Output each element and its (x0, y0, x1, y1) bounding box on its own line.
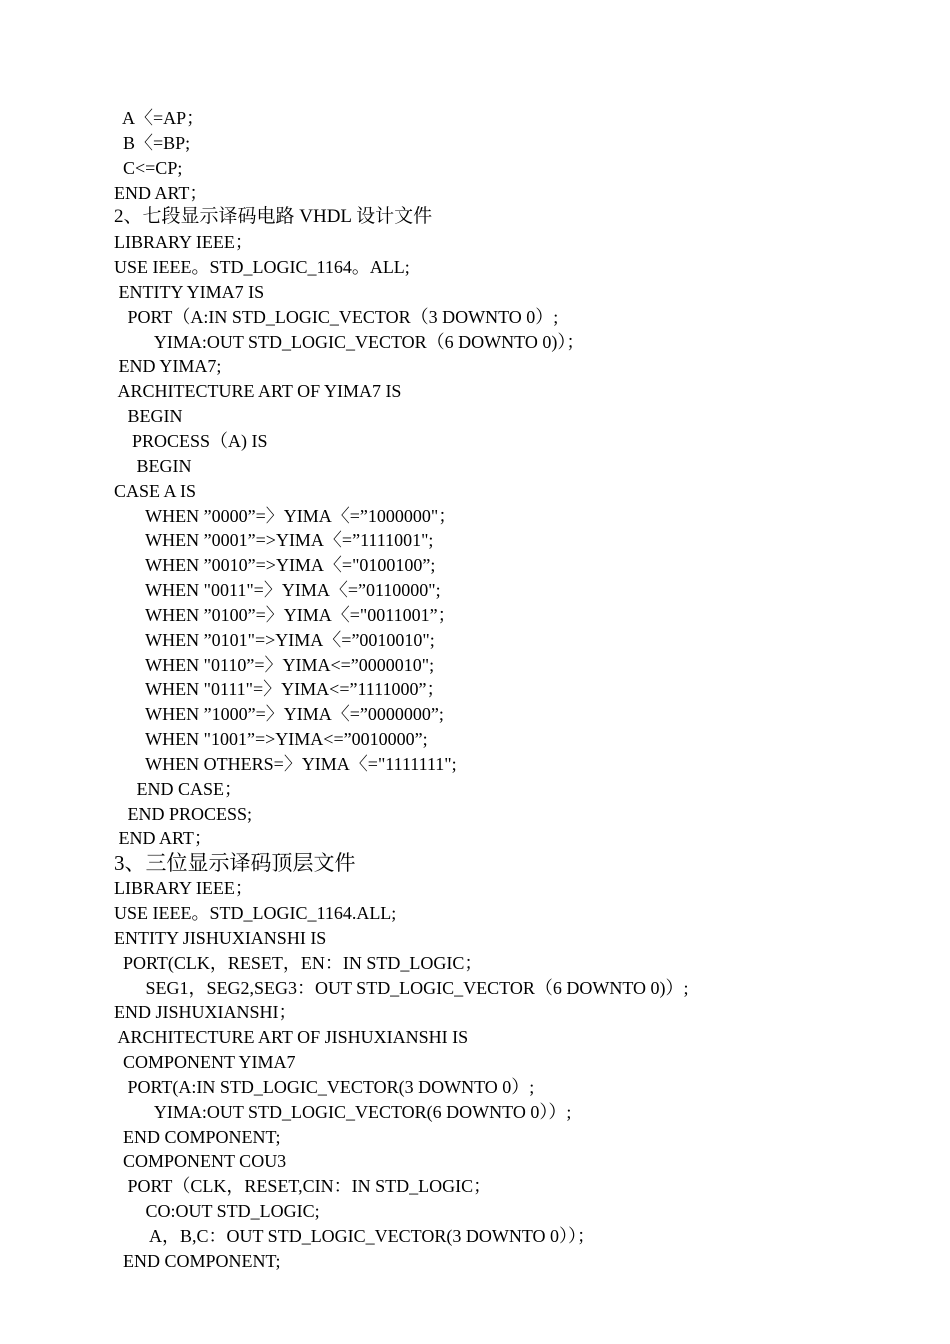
code-line: CO:OUT STD_LOGIC; (114, 1201, 320, 1222)
code-line: COMPONENT COU3 (114, 1151, 287, 1172)
code-line: ENTITY YIMA7 IS (114, 281, 265, 302)
code-line: YIMA:OUT STD_LOGIC_VECTOR（6 DOWNTO 0)）； (114, 331, 585, 352)
code-line: BEGIN (114, 406, 183, 427)
code-line: PORT(A:IN STD_LOGIC_VECTOR(3 DOWNTO 0）; (114, 1076, 535, 1097)
code-line: WHEN ”0001”=>YIMA〈=”1111001"; (114, 530, 434, 551)
code-line: YIMA:OUT STD_LOGIC_VECTOR(6 DOWNTO 0））; (114, 1101, 572, 1122)
code-line: A〈=AP； (114, 108, 205, 128)
code-line: WHEN ”0010”=>YIMA〈="0100100”; (114, 555, 436, 576)
code-line: PORT(CLK，RESET，EN：IN STD_LOGIC； (114, 952, 483, 973)
code-line: COMPONENT YIMA7 (114, 1052, 296, 1073)
code-line: C<=CP; (114, 157, 183, 178)
code-line: END COMPONENT; (114, 1126, 281, 1147)
code-line: PORT（CLK，RESET,CIN：IN STD_LOGIC； (114, 1176, 492, 1197)
code-line: END CASE； (114, 778, 243, 799)
code-line: WHEN "0011"=〉YIMA〈=”0110000"; (114, 580, 441, 601)
code-line: A，B,C：OUT STD_LOGIC_VECTOR(3 DOWNTO 0））； (114, 1225, 596, 1246)
code-line: PROCESS（A) IS (114, 430, 268, 451)
code-line: END COMPONENT; (114, 1250, 281, 1271)
code-line: ENTITY JISHUXIANSHI IS (114, 927, 327, 948)
code-line: END PROCESS; (114, 803, 253, 824)
code-line: WHEN ”0100”=〉YIMA〈="0011001”； (114, 604, 456, 625)
code-line: USE IEEE。STD_LOGIC_1164.ALL; (114, 903, 397, 923)
code-line: B〈=BP; (114, 132, 191, 153)
code-line: ARCHITECTURE ART OF YIMA7 IS (114, 381, 402, 402)
code-line: WHEN ”0000”=〉YIMA〈=”1000000"； (114, 505, 457, 526)
code-line: BEGIN (114, 455, 192, 476)
code-line: ARCHITECTURE ART OF JISHUXIANSHI IS (114, 1027, 469, 1048)
section-heading: 2、七段显示译码电路 VHDL 设计文件 (114, 206, 433, 228)
code-line: LIBRARY IEEE； (114, 878, 253, 899)
code-line: SEG1，SEG2,SEG3：OUT STD_LOGIC_VECTOR（6 DOWNTO 0)）; (114, 977, 689, 998)
code-line: END ART； (114, 828, 212, 849)
code-line: LIBRARY IEEE； (114, 232, 253, 253)
code-line: END YIMA7; (114, 356, 222, 377)
code-line: END JISHUXIANSHI； (114, 1002, 297, 1023)
code-line: WHEN "1001”=>YIMA<=”0010000”; (114, 729, 428, 750)
code-line: PORT（A:IN STD_LOGIC_VECTOR（3 DOWNTO 0）; (114, 306, 559, 327)
code-line: CASE A IS (114, 480, 197, 501)
section-heading: 3、三位显示译码顶层文件 (114, 851, 356, 876)
code-line: WHEN ”1000”=〉YIMA〈=”0000000”; (114, 704, 444, 725)
code-listing (114, 106, 914, 1274)
code-line: USE IEEE。STD_LOGIC_1164。ALL; (114, 257, 410, 278)
code-line: WHEN OTHERS=〉YIMA〈="1111111"; (114, 753, 457, 774)
code-line: WHEN "0111"=〉YIMA<=”1111000”； (114, 679, 445, 700)
code-line: WHEN "0110”=〉YIMA<=”0000010"; (114, 654, 435, 675)
code-line: END ART； (114, 182, 208, 203)
code-line: WHEN ”0101"=>YIMA〈=”0010010"; (114, 629, 435, 650)
